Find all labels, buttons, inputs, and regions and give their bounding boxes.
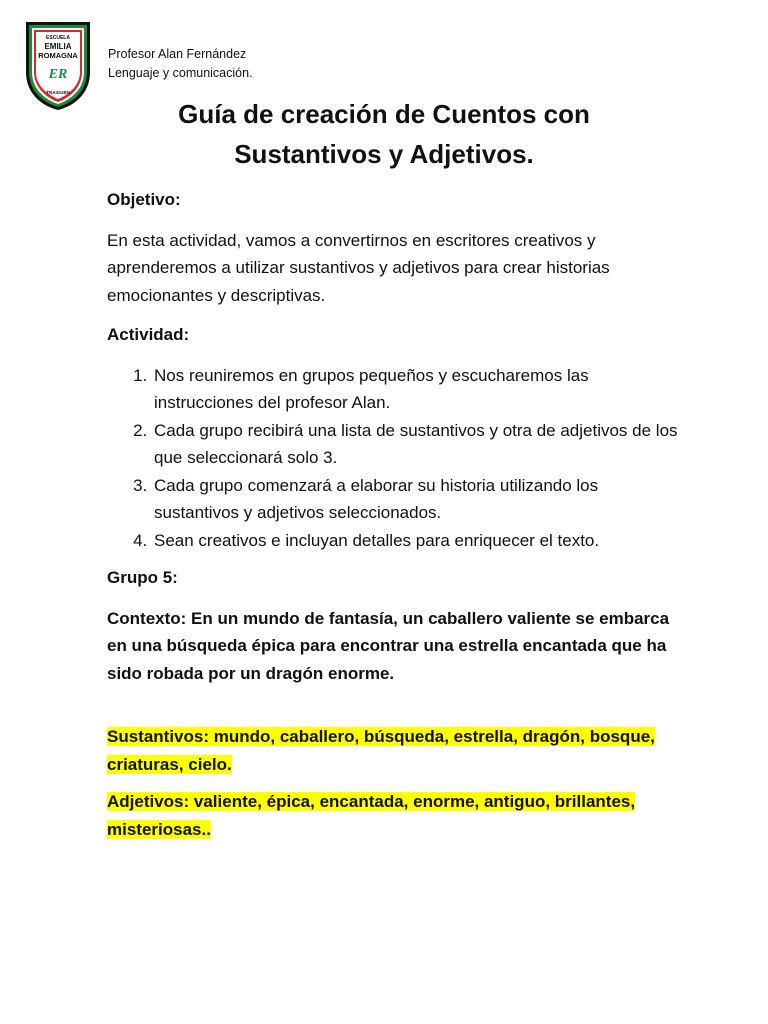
document-body bbox=[107, 186, 687, 853]
activity-heading: Actividad: bbox=[107, 325, 190, 344]
subject-name: Lenguaje y comunicación. bbox=[108, 66, 253, 80]
objective-heading: Objetivo: bbox=[107, 190, 181, 209]
page-title bbox=[0, 94, 768, 174]
activity-step-4: 4. Sean creativos e incluyan detalles para enriquecer el texto. bbox=[152, 527, 687, 555]
adjectives-highlighted-text: Adjetivos: valiente, épica, encantada, enorme, antiguo, brillantes, misteriosas.. bbox=[107, 792, 636, 839]
activity-steps-list bbox=[107, 362, 687, 555]
logo-text-traiguen: TRAIGUÉN bbox=[46, 90, 70, 95]
adjectives-paragraph bbox=[107, 788, 687, 843]
activity-step-1: 1. Nos reuniremos en grupos pequeños y escucharemos las instrucciones del profesor Alan. bbox=[152, 362, 687, 417]
nouns-paragraph bbox=[107, 723, 687, 778]
logo-monogram: ER bbox=[48, 67, 68, 82]
teacher-name: Profesor Alan Fernández bbox=[108, 47, 247, 61]
title-line-2: Sustantivos y Adjetivos. bbox=[234, 139, 534, 169]
title-line-1: Guía de creación de Cuentos con bbox=[178, 99, 590, 129]
group-heading: Grupo 5: bbox=[107, 568, 178, 587]
logo-text-emilia: EMILIA bbox=[44, 42, 72, 51]
logo-text-romagna: ROMAGNA bbox=[38, 51, 78, 60]
logo-text-escuela: ESCUELA bbox=[46, 35, 70, 41]
nouns-highlighted-text: Sustantivos: mundo, caballero, búsqueda, estrella, dragón, bosque, criaturas, cielo. bbox=[107, 727, 655, 774]
objective-text: En esta actividad, vamos a convertirnos en escritores creativos y aprenderemos a utilizar sustantivos y adjetivos para crear historias emocionantes y descriptivas. bbox=[107, 230, 610, 305]
activity-step-2: 2. Cada grupo recibirá una lista de sustantivos y otra de adjetivos de los que seleccionará solo 3. bbox=[152, 417, 687, 472]
header-info bbox=[108, 45, 253, 83]
context-text: Contexto: En un mundo de fantasía, un caballero valiente se embarca en una búsqueda épica para encontrar una estrella encantada que ha sido robada por un dragón enorme. bbox=[107, 608, 670, 683]
activity-step-3: 3. Cada grupo comenzará a elaborar su historia utilizando los sustantivos y adjetivos seleccionados. bbox=[152, 472, 687, 527]
